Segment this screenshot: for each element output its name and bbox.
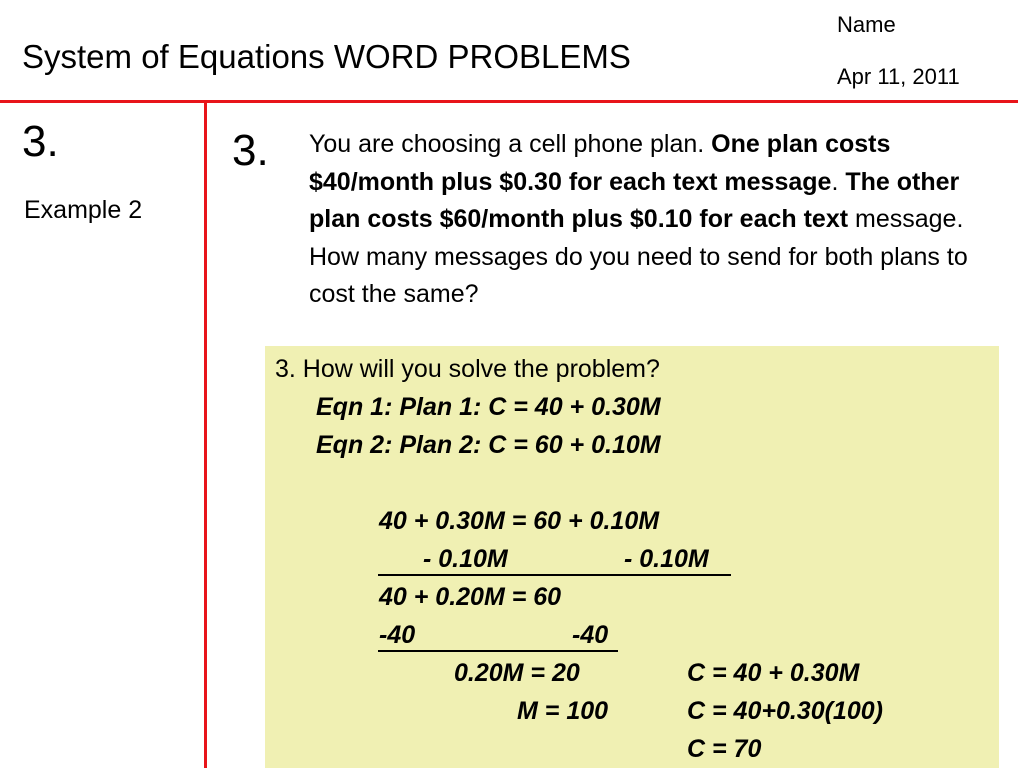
solution-box — [265, 346, 999, 768]
check-step-2: C = 40+0.30(100) — [687, 697, 883, 725]
problem-text-part1: You are choosing a cell phone plan. — [309, 130, 712, 158]
problem-text-bold1: One plan costs $40/month plus $0.30 for each text message — [309, 130, 891, 196]
margin-divider — [204, 102, 207, 768]
name-label: Name — [837, 12, 896, 37]
solution-step-3: 40 + 0.20M = 60 — [379, 583, 562, 611]
solution-step-4-left: -40 — [379, 621, 416, 649]
page-title: System of Equations WORD PROBLEMS — [22, 38, 631, 75]
problem-text-part3: message. How many messages do you need to send for both plans to cost the same? — [309, 205, 968, 308]
sidebar-example-label: Example 2 — [24, 196, 143, 224]
solution-step-5: 0.20M = 20 — [454, 659, 580, 687]
date-label: Apr 11, 2011 — [837, 64, 960, 89]
solution-step-2-right: - 0.10M — [624, 545, 709, 573]
problem-number: 3. — [232, 126, 269, 175]
header-divider — [0, 100, 1018, 103]
equation-2: Eqn 2: Plan 2: C = 60 + 0.10M — [316, 431, 661, 459]
solution-step-1: 40 + 0.30M = 60 + 0.10M — [379, 507, 660, 535]
sidebar-number: 3. — [22, 117, 59, 166]
subtraction-underline-2 — [378, 650, 618, 652]
solution-question: 3. How will you solve the problem? — [275, 355, 660, 383]
problem-text-bold2: The other plan costs $60/month plus $0.10 for each text — [309, 167, 960, 233]
subtraction-underline-1 — [378, 574, 731, 576]
solution-step-4-right: -40 — [572, 621, 609, 649]
problem-text — [309, 126, 999, 314]
check-step-3: C = 70 — [687, 735, 762, 763]
solution-step-6: M = 100 — [517, 697, 609, 725]
problem-text-part2: . — [831, 167, 846, 196]
check-step-1: C = 40 + 0.30M — [687, 659, 860, 687]
equation-1: Eqn 1: Plan 1: C = 40 + 0.30M — [316, 393, 661, 421]
solution-step-2-left: - 0.10M — [423, 545, 508, 573]
